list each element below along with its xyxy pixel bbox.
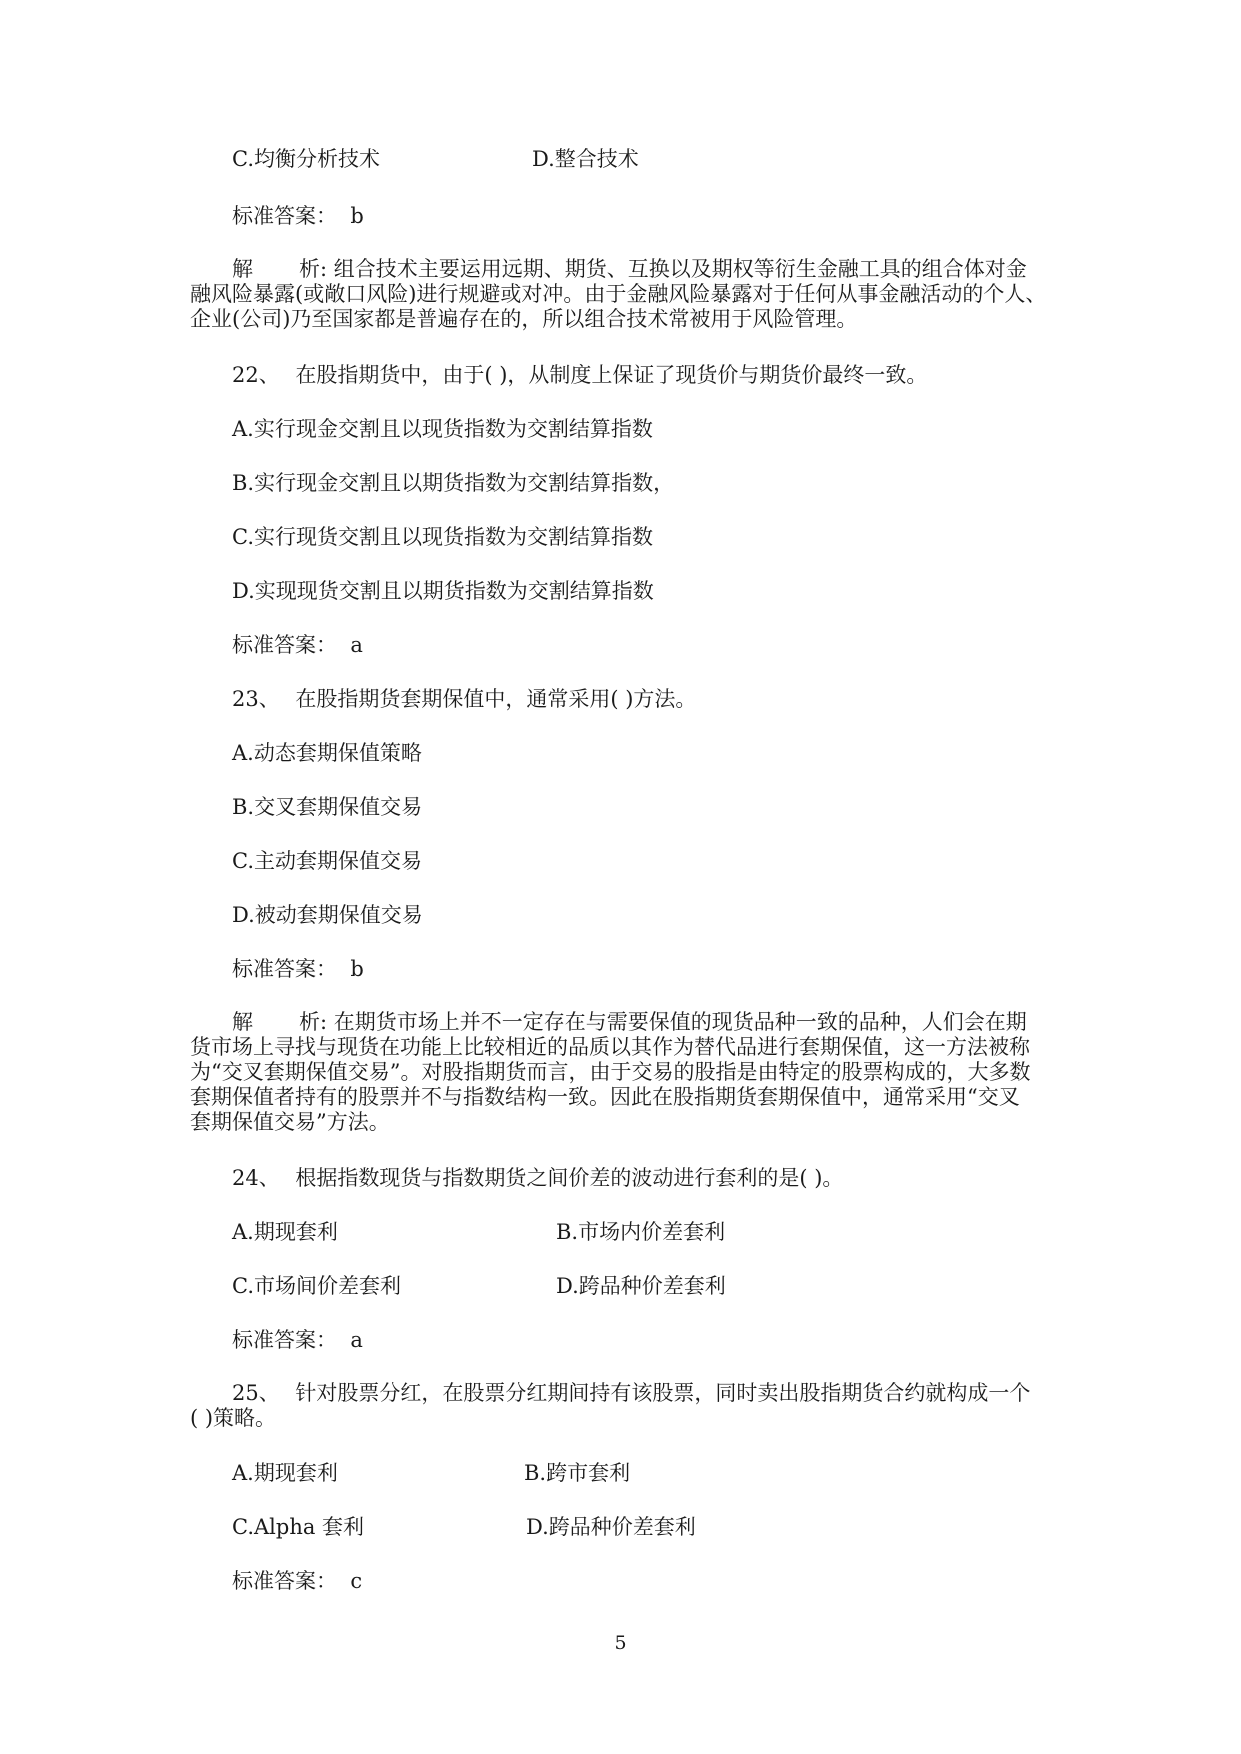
q21-analysis-line3: 企业(公司)乃至国家都是普遍存在的，所以组合技术常被用于风险管理。	[190, 307, 858, 331]
q23-analysis-line4: 套期保值者持有的股票并不与指数结构一致。因此在股指期货套期保值中，通常采用“交叉	[190, 1085, 1020, 1109]
question-number: 23、	[232, 687, 280, 711]
answer-value: b	[350, 204, 364, 228]
q22-option-b: B.实行现金交割且以期货指数为交割结算指数，	[232, 471, 675, 495]
page-number: 5	[614, 1632, 627, 1654]
q22-option-a: A.实行现金交割且以现货指数为交割结算指数	[232, 417, 653, 441]
answer-label: 标准答案：	[232, 204, 337, 228]
answer-value: c	[350, 1569, 363, 1593]
q25-option-c: C.Alpha 套利	[232, 1515, 365, 1539]
q25-option-b: B.跨市套利	[524, 1461, 631, 1485]
q21-analysis-line2: 融风险暴露(或敞口风险)进行规避或对冲。由于金融风险暴露对于任何从事金融活动的个人、	[190, 282, 1047, 306]
q23-answer	[232, 956, 364, 983]
q23-option-b: B.交叉套期保值交易	[232, 795, 423, 819]
q22-option-c: C.实行现货交割且以现货指数为交割结算指数	[232, 525, 653, 549]
question-stem: 在股指期货套期保值中，通常采用( )方法。	[295, 687, 697, 711]
answer-label: 标准答案：	[232, 957, 337, 981]
question-stem: 在股指期货中，由于( )，从制度上保证了现货价与期货价最终一致。	[295, 363, 928, 387]
q24-answer	[232, 1327, 363, 1354]
q23-analysis-line3: 为“交叉套期保值交易”。对股指期货而言，由于交易的股指是由特定的股票构成的，大多数	[190, 1060, 1031, 1084]
q21-option-c: C.均衡分析技术	[232, 147, 380, 171]
q25-answer	[232, 1568, 362, 1595]
q23-stem	[232, 686, 696, 713]
q21-answer	[232, 203, 364, 230]
q25-option-d: D.跨品种价差套利	[526, 1515, 696, 1539]
q25-option-a: A.期现套利	[232, 1461, 338, 1485]
q23-option-c: C.主动套期保值交易	[232, 849, 422, 873]
q23-analysis-line5: 套期保值交易”方法。	[190, 1110, 390, 1134]
answer-value: a	[350, 1328, 363, 1352]
question-number: 25、	[232, 1381, 280, 1405]
q23-option-d: D.被动套期保值交易	[232, 903, 423, 927]
analysis-label: 解	[232, 257, 253, 281]
analysis-text: 在期货市场上并不一定存在与需要保值的现货品种一致的品种，人们会在期	[333, 1010, 1027, 1034]
q23-option-a: A.动态套期保值策略	[232, 741, 422, 765]
question-number: 22、	[232, 363, 280, 387]
analysis-label: 析:	[299, 1010, 328, 1034]
answer-label: 标准答案：	[232, 1569, 337, 1593]
q23-analysis-line2: 货市场上寻找与现货在功能上比较相近的品质以其作为替代品进行套期保值，这一方法被称	[190, 1035, 1030, 1059]
q24-stem	[232, 1165, 843, 1192]
answer-value: a	[350, 633, 363, 657]
question-stem: 根据指数现货与指数期货之间价差的波动进行套利的是( )。	[295, 1166, 844, 1190]
q21-analysis-line1	[232, 257, 1027, 282]
q25-stem-line2: ( )策略。	[190, 1406, 277, 1430]
answer-label: 标准答案：	[232, 633, 337, 657]
q22-option-d: D.实现现货交割且以期货指数为交割结算指数	[232, 579, 654, 603]
question-number: 24、	[232, 1166, 280, 1190]
analysis-label: 析:	[299, 257, 328, 281]
q24-option-d: D.跨品种价差套利	[556, 1274, 726, 1298]
q22-answer	[232, 632, 363, 659]
question-stem: 针对股票分红，在股票分红期间持有该股票，同时卖出股指期货合约就构成一个	[295, 1381, 1031, 1405]
answer-label: 标准答案：	[232, 1328, 337, 1352]
analysis-label: 解	[232, 1010, 253, 1034]
answer-value: b	[350, 957, 364, 981]
q24-option-a: A.期现套利	[232, 1220, 338, 1244]
q23-analysis-line1	[232, 1010, 1027, 1035]
q24-option-b: B.市场内价差套利	[556, 1220, 726, 1244]
q24-option-c: C.市场间价差套利	[232, 1274, 401, 1298]
analysis-text: 组合技术主要运用远期、期货、互换以及期权等衍生金融工具的组合体对金	[333, 257, 1027, 281]
q21-option-d: D.整合技术	[532, 147, 639, 171]
q25-stem-line1	[232, 1381, 1030, 1406]
q22-stem	[232, 362, 927, 389]
